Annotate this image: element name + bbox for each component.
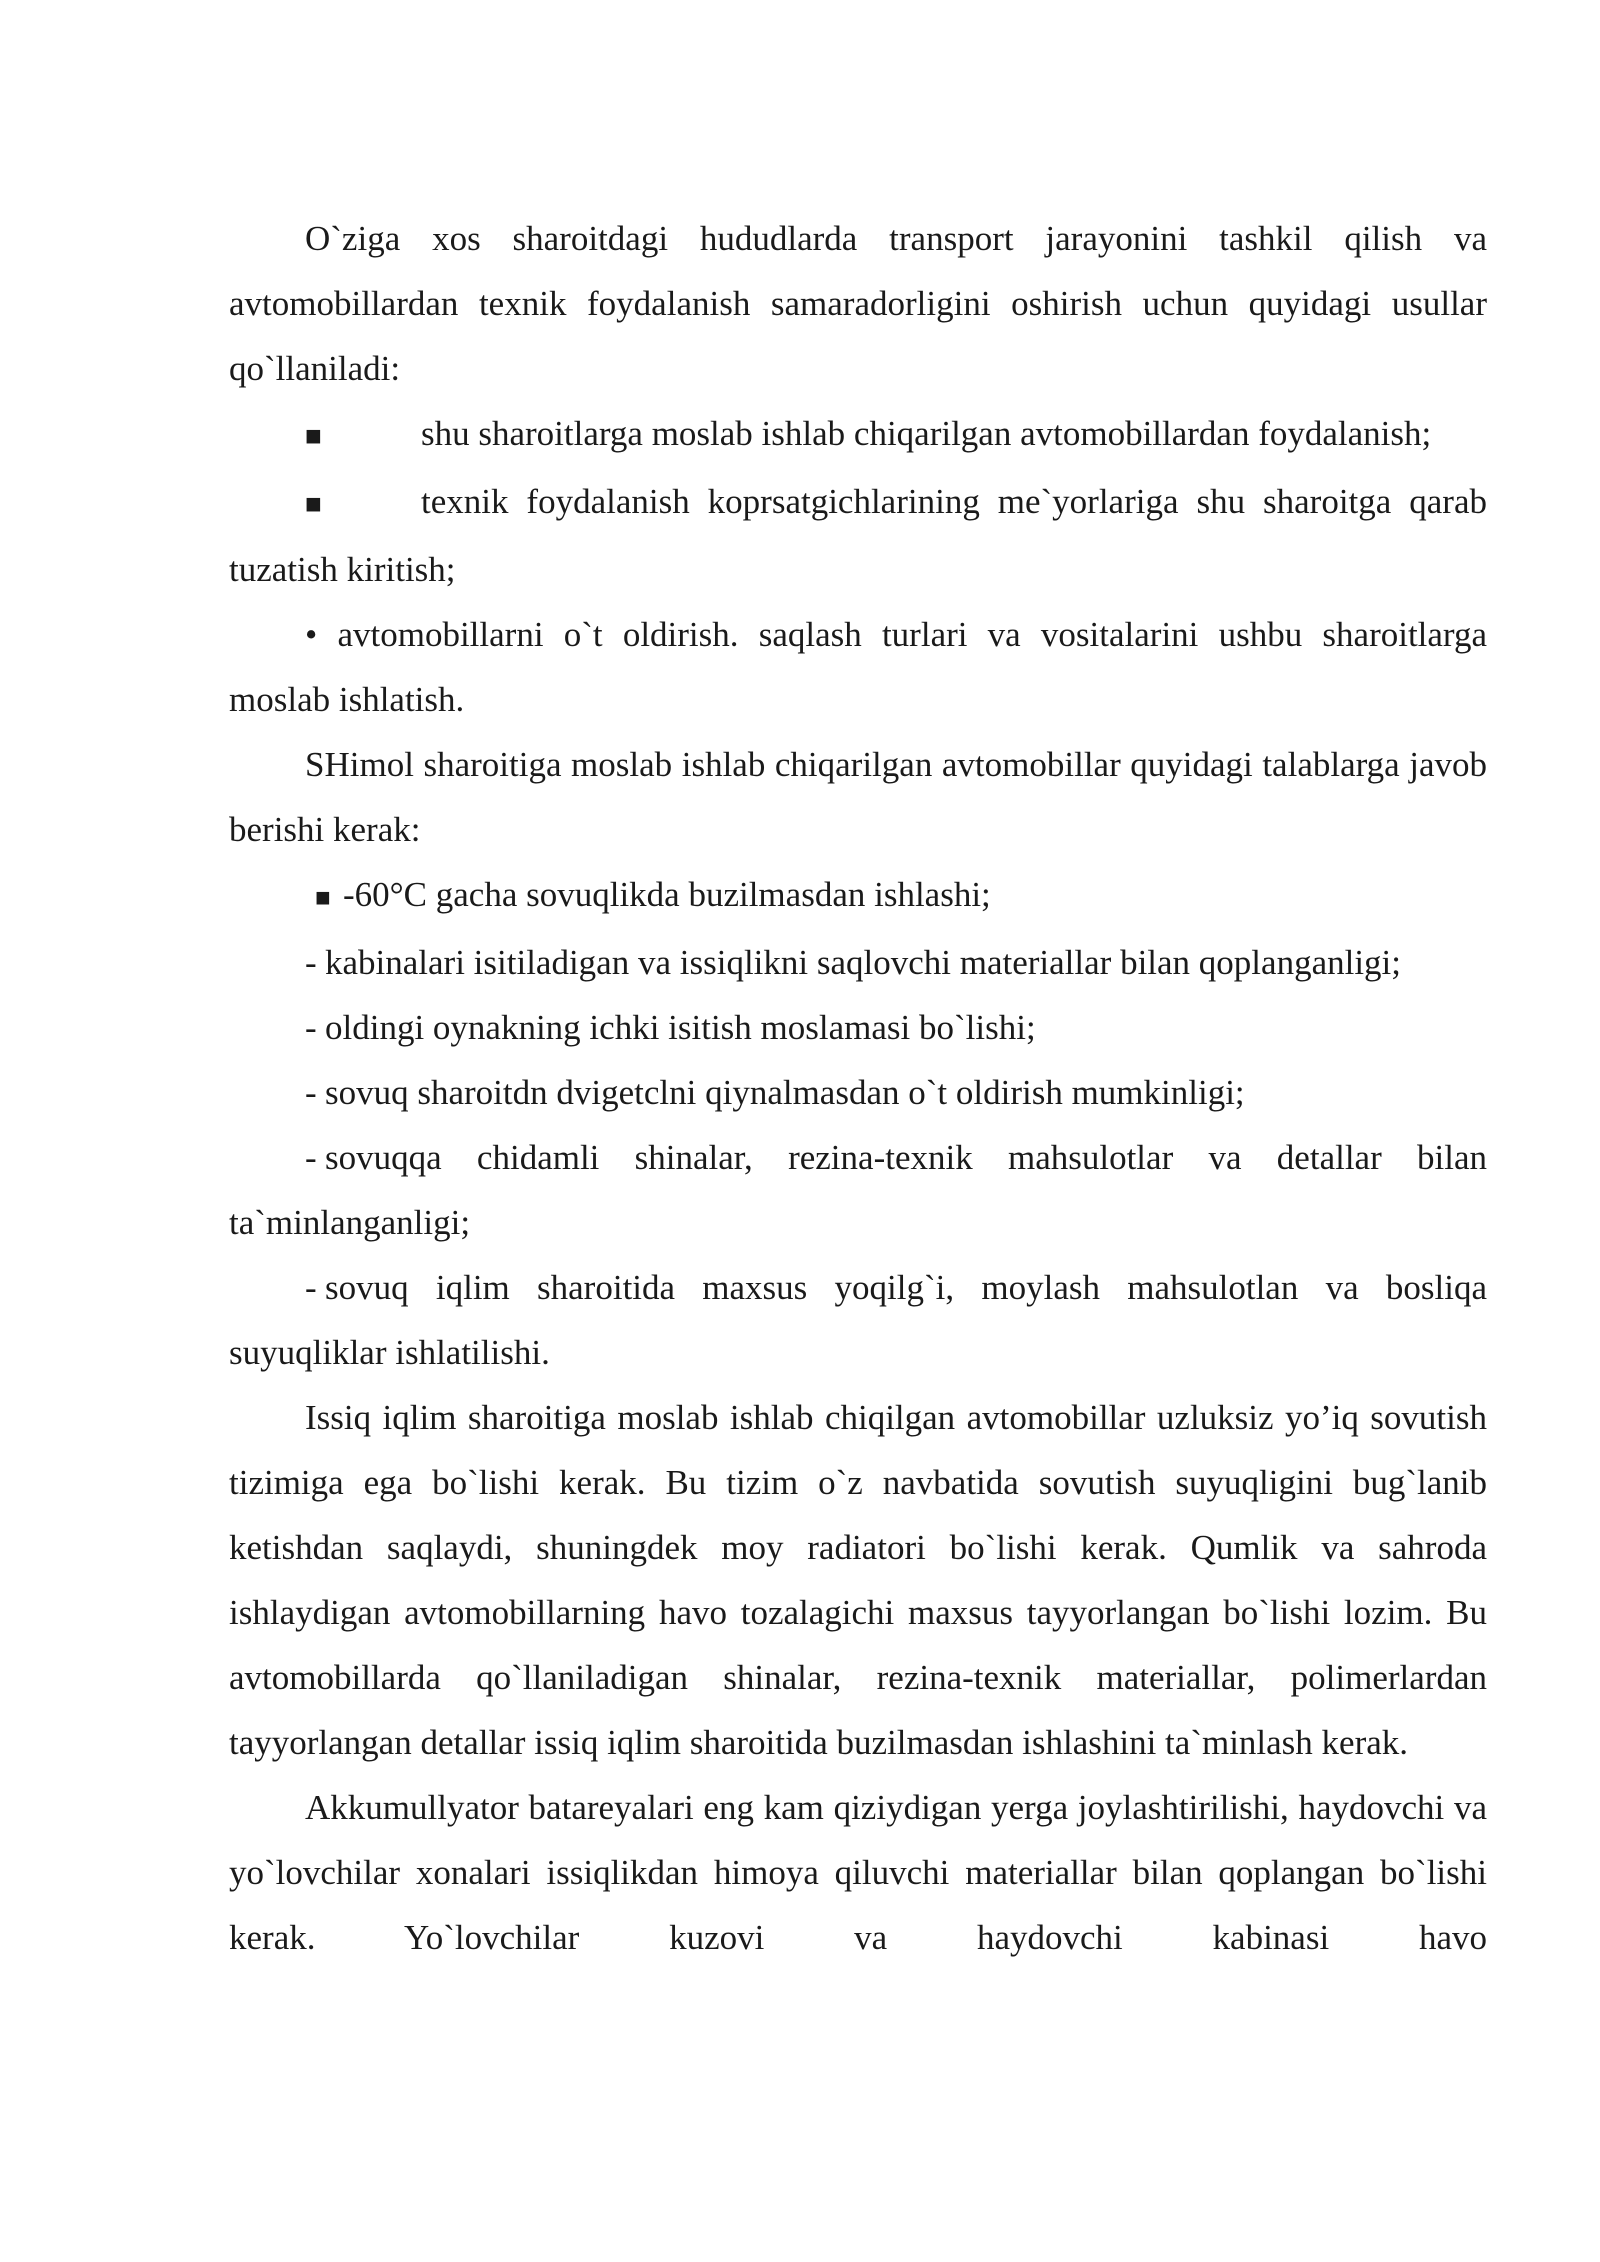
list-item-dash [229,995,1487,1060]
list-item-text: texnik foydalanish koprsatgichlarining me`yorlariga shu sharoitga qarab tuzatish kiritish; [229,482,1487,589]
list-item-square [229,401,1487,469]
dash-marker: - [305,943,317,982]
paragraph-battery: Akkumullyator batareyalari eng kam qiziydigan yerga joylashtirilishi, haydovchi va yo`lovchilar xonalari issiqlikdan himoya qiluvchi materiallar bilan qoplangan bo`lishi kerak. Yo`lovchilar kuzovi va haydovchi kabinasi havo [229,1788,1487,1957]
square-bullet-icon: ■ [305,421,322,452]
list-item-square-inline [229,862,1487,930]
list-item-bullet [229,602,1487,732]
list-item-text: oldingi oynakning ichki isitish moslamasi bo`lishi; [325,1008,1036,1047]
round-bullet-icon: • [305,615,318,654]
document-page [229,206,1487,1970]
list-item-text: sovuq iqlim sharoitida maxsus yoqilg`i, moylash mahsulotlan va bosliqa suyuqliklar ishlatilishi. [229,1268,1487,1372]
list-item-text: kabinalari isitiladigan va issiqlikni saqlovchi materiallar bilan qoplanganligi; [325,943,1401,982]
paragraph-hot-climate: Issiq iqlim sharoitiga moslab ishlab chiqilgan avtomobillar uzluksiz yo’iq sovutish tizimiga ega bo`lishi kerak. Bu tizim o`z navbatida sovutish suyuqligini bug`lanib ketishdan saqlaydi, shuningdek moy radiatori bo`lishi kerak. Qumlik va sahroda ishlaydigan avtomobillarning havo tozalagichi maxsus tayyorlangan bo`lishi lozim. Bu avtomobillarda qo`llaniladigan shinalar, rezina-texnik materiallar, polimerlardan tayyorlangan detallar issiq iqlim sharoitida buzilmasdan ishlashini ta`minlash kerak. [229,1398,1487,1762]
list-item-square [229,469,1487,602]
list-item-dash [229,1255,1487,1385]
list-item-text: -60°C gacha sovuqlikda buzilmasdan ishlashi; [343,875,991,914]
list-item-text: sovuq sharoitdn dvigetclni qiynalmasdan o`t oldirish mumkinligi; [325,1073,1245,1112]
square-bullet-icon: ■ [305,489,322,520]
list-item-text: avtomobillarni o`t oldirish. saqlash turlari va vositalarini ushbu sharoitlarga moslab ishlatish. [229,615,1487,719]
list-item-text: sovuqqa chidamli shinalar, rezina-texnik mahsulotlar va detallar bilan ta`minlanganligi; [229,1138,1487,1242]
dash-marker: - [305,1073,317,1112]
list-item-dash [229,930,1487,995]
paragraph-intro: O`ziga xos sharoitdagi hududlarda transport jarayonini tashkil qilish va avtomobillardan texnik foydalanish samaradorligini oshirish uchun quyidagi usullar qo`llaniladi: [229,219,1487,388]
dash-marker: - [305,1138,317,1177]
paragraph-north: SHimol sharoitiga moslab ishlab chiqarilgan avtomobillar quyidagi talablarga javob berishi kerak: [229,745,1487,849]
list-item-dash [229,1125,1487,1255]
dash-marker: - [305,1268,317,1307]
list-item-text: shu sharoitlarga moslab ishlab chiqarilgan avtomobillardan foydalanish; [421,414,1432,453]
square-bullet-icon: ■ [315,883,331,912]
dash-marker: - [305,1008,317,1047]
list-item-dash [229,1060,1487,1125]
